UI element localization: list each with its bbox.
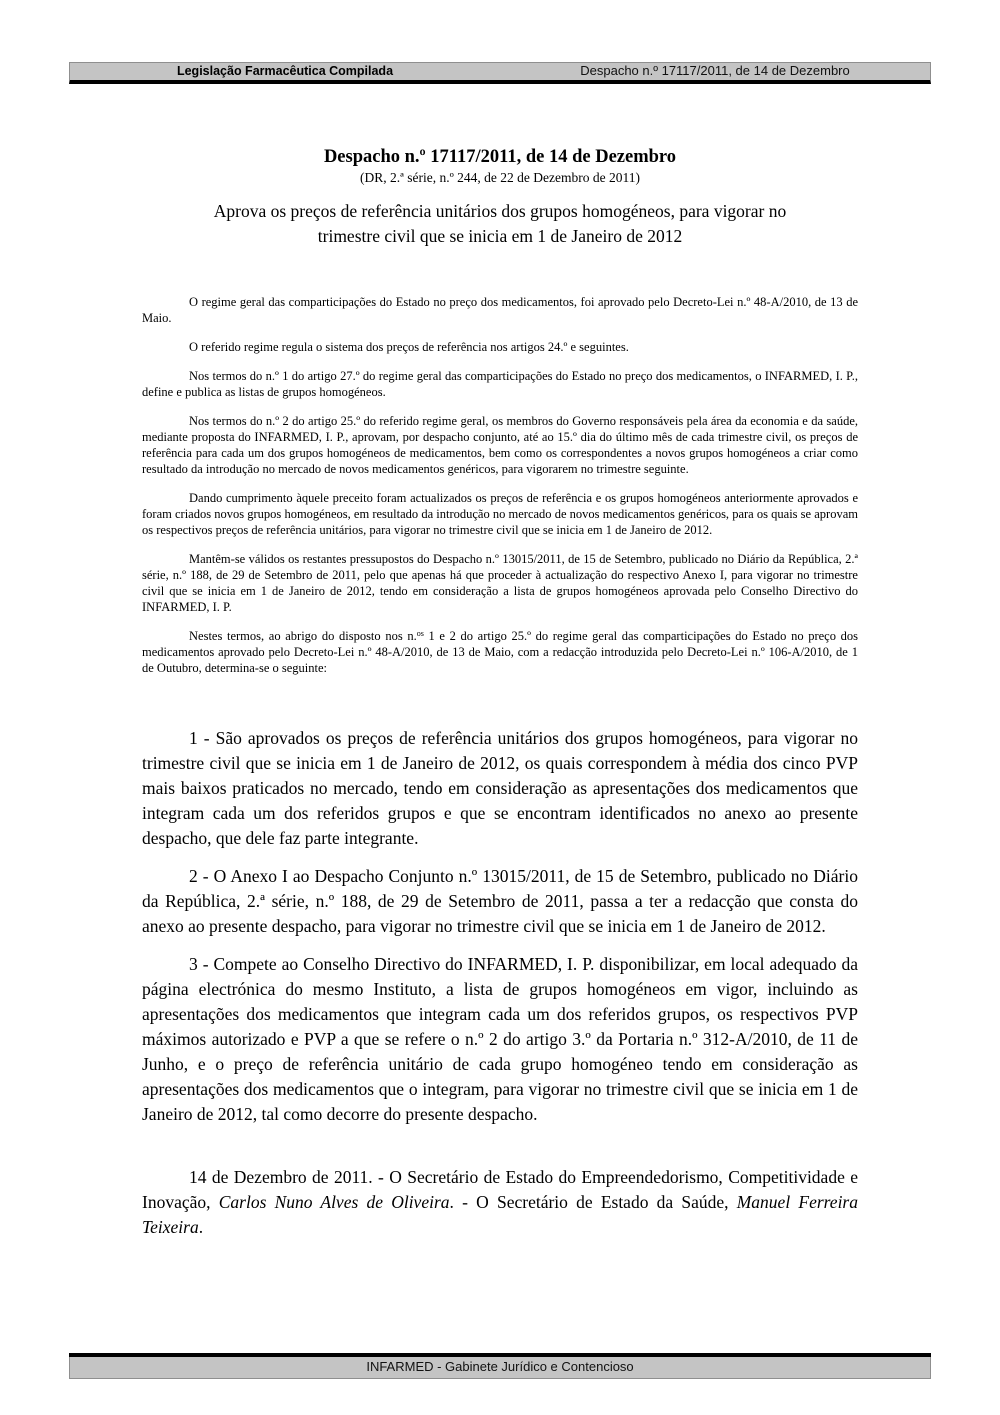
preamble-paragraph-1: O regime geral das comparticipações do Estado no preço dos medicamentos, foi aprovado pelo Decreto-Lei n.º 48-A/2010, de 13 de Maio. xyxy=(142,295,858,325)
document-summary: Aprova os preços de referência unitários dos grupos homogéneos, para vigorar no trimestre civil que se inicia em 1 de Janeiro de 2012 xyxy=(213,201,787,246)
document-title: Despacho n.º 17117/2011, de 14 de Dezembro xyxy=(323,147,677,167)
signatory-name-2: Manuel Ferreira Teixeira xyxy=(142,1192,858,1237)
header-series-title: Legislação Farmacêutica Compilada xyxy=(176,64,394,78)
preamble-paragraph-5: Dando cumprimento àquele preceito foram actualizados os preços de referência e os grupos homogéneos anteriormente aprovados e foram criados novos grupos homogéneos, em resultado da introdução no mercado de novos medicamentos genéricos, para os quais se aprovam os respectivos preços de referência unitários, para vigorar no trimestre civil que se inicia em 1 de Janeiro de 2012. xyxy=(142,491,858,537)
preamble-closing-paragraph xyxy=(142,628,858,676)
header-document-reference: Despacho n.º 17117/2011, de 14 de Dezembro xyxy=(580,63,850,78)
signature-section xyxy=(142,1165,858,1240)
article-paragraph-1: 1 - São aprovados os preços de referência unitários dos grupos homogéneos, para vigorar no trimestre civil que se inicia em 1 de Janeiro de 2012, os quais correspondem à média dos cinco PVP mais baixos praticados no mercado, tendo em consideração as apresentações dos medicamentos que integram cada um dos referidos grupos e que se encontram identificados no anexo ao presente despacho, que dele faz parte integrante. xyxy=(142,728,858,848)
gazette-reference: (DR, 2.ª série, n.º 244, de 22 de Dezembro de 2011) xyxy=(360,170,640,185)
articles-section xyxy=(142,726,858,1127)
signature-date-text: 14 de Dezembro de 2011. - O Secretário de Estado do Empreendedorismo, Competitividade e Inovação, xyxy=(142,1167,858,1212)
signature-middle-text: . - O Secretário de Estado da Saúde, xyxy=(449,1192,737,1212)
signatory-name-1: Carlos Nuno Alves de Oliveira xyxy=(218,1192,450,1212)
signature-paragraph xyxy=(142,1165,858,1240)
preamble-section xyxy=(142,294,858,676)
preamble-paragraph-2: O referido regime regula o sistema dos preços de referência nos artigos 24.º e seguintes. xyxy=(189,340,629,354)
closing-text-before: Nestes termos, ao abrigo do disposto nos n. xyxy=(189,629,417,643)
signature-end-text: . xyxy=(198,1217,204,1237)
ordinal-superscript: os xyxy=(416,629,424,638)
article-paragraph-2: 2 - O Anexo I ao Despacho Conjunto n.º 13015/2011, de 15 de Setembro, publicado no Diário da República, 2.ª série, n.º 188, de 29 de Setembro de 2011, passa a ter a redacção que consta do anexo ao presente despacho, para vigorar no trimestre civil que se inicia em 1 de Janeiro de 2012. xyxy=(142,866,858,936)
closing-text-after: 1 e 2 do artigo 25.º do regime geral das comparticipações do Estado no preço dos medicamentos aprovado pelo Decreto-Lei n.º 48-A/2010, de 13 de Maio, com a redacção introduzida pelo Decreto-Lei n.º 106-A/2010, de 1 de Outubro, determina-se o seguinte: xyxy=(142,629,858,675)
article-paragraph-3: 3 - Compete ao Conselho Directivo do INFARMED, I. P. disponibilizar, em local adequado da página electrónica do mesmo Instituto, a lista de grupos homogéneos em vigor, incluindo as apresentações dos medicamentos que integram cada um dos referidos grupos, os respectivos PVP máximos autorizado e PVP a que se refere o n.º 2 do artigo 3.º da Portaria n.º 312-A/2010, de 11 de Junho, e o preço de referência unitário de cada grupo homogéneo tendo em consideração as apresentações dos medicamentos que o integram, para vigorar no trimestre civil que se inicia em 1 de Janeiro de 2012, tal como decorre do presente despacho. xyxy=(142,954,858,1124)
page-footer xyxy=(69,1353,931,1379)
document-content xyxy=(142,0,858,1240)
page-footer-bar xyxy=(69,1357,931,1379)
preamble-paragraph-4: Nos termos do n.º 2 do artigo 25.º do referido regime geral, os membros do Governo responsáveis pela área da economia e da saúde, mediante proposta do INFARMED, I. P., aprovam, por despacho conjunto, até ao 15.º dia do último mês de cada trimestre civil, os preços de referência para cada um dos grupos homogéneos de medicamentos, bem como os correspondentes a novos grupos homogéneos a criar como resultado da introdução no mercado de novos medicamentos genéricos, para vigorarem no trimestre seguinte. xyxy=(142,414,858,476)
preamble-paragraph-3: Nos termos do n.º 1 do artigo 27.º do regime geral das comparticipações do Estado no preço dos medicamentos, o INFARMED, I. P., define e publica as listas de grupos homogéneos. xyxy=(142,369,858,399)
preamble-paragraph-6: Mantêm-se válidos os restantes pressupostos do Despacho n.º 13015/2011, de 15 de Setembro, publicado no Diário da República, 2.ª série, n.º 188, de 29 de Setembro de 2011, pelo que apenas há que proceder à actualização do respectivo Anexo I, para vigorar no trimestre civil que se inicia em 1 de Janeiro de 2012, tendo em consideração a lista de grupos homogéneos aprovada pelo Conselho Directivo do INFARMED, I. P. xyxy=(142,552,858,614)
footer-text: INFARMED - Gabinete Jurídico e Contencioso xyxy=(366,1359,634,1374)
